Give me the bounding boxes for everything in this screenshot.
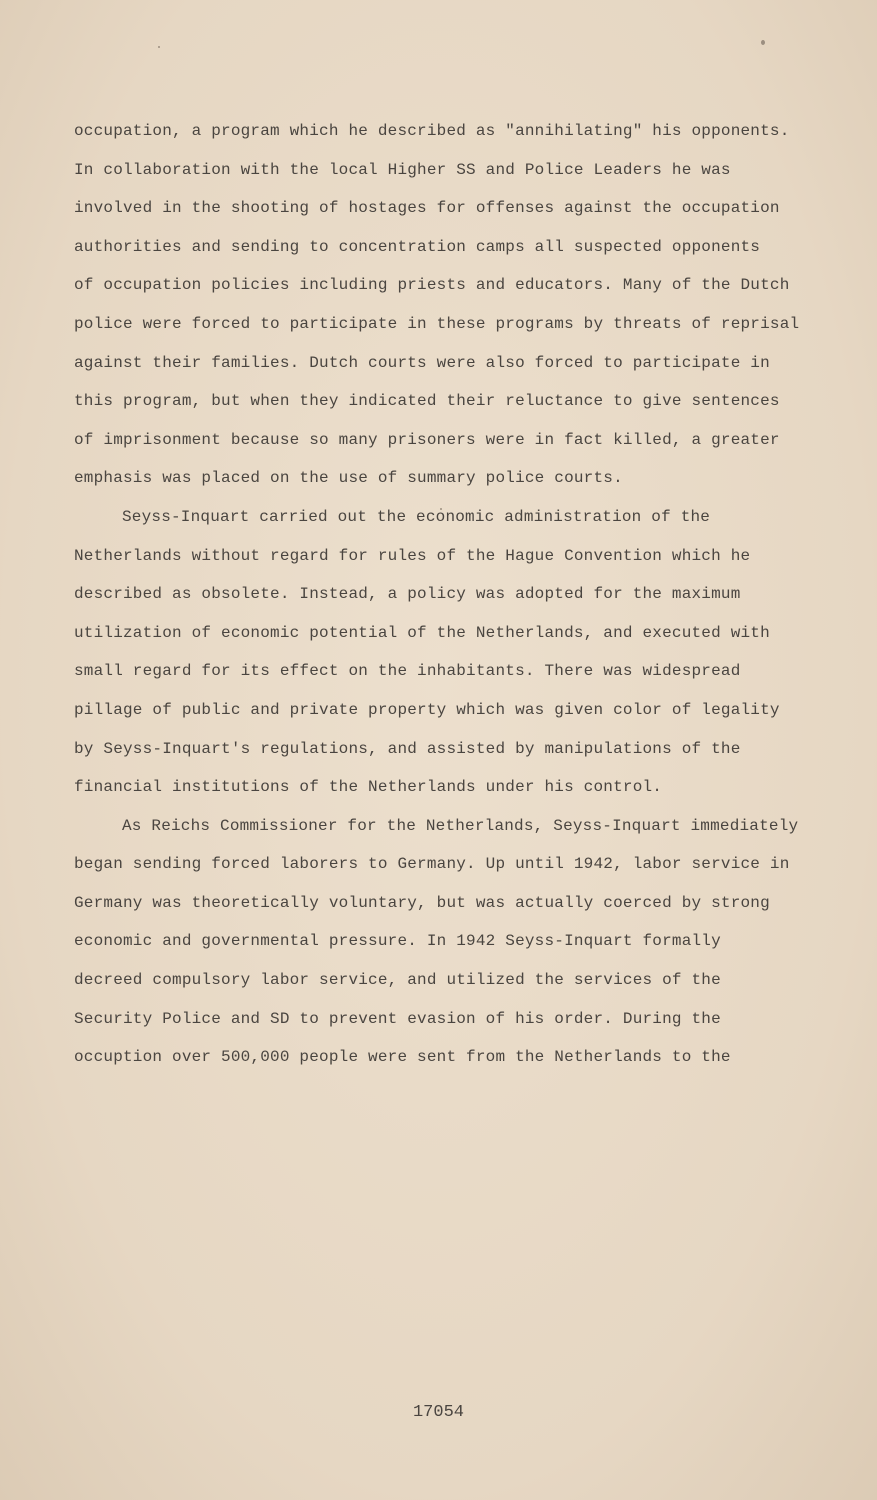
text-line: Germany was theoretically voluntary, but was actually coerced by strong bbox=[74, 893, 770, 912]
text-line: of occupation policies including priests and educators. Many of the Dutch bbox=[74, 276, 790, 295]
text-line: began sending forced laborers to Germany. Up until 1942, labor service in bbox=[74, 855, 790, 874]
text-line: involved in the shooting of hostages for offenses against the occupation bbox=[74, 199, 780, 218]
text-line: this program, but when they indicated their reluctance to give sentences bbox=[74, 392, 780, 411]
paragraph-2 bbox=[74, 502, 794, 811]
page-number: 17054 bbox=[412, 1403, 464, 1422]
text-line: small regard for its effect on the inhabitants. There was widespread bbox=[74, 662, 741, 681]
text-line: In collaboration with the local Higher SS and Police Leaders he was bbox=[74, 160, 731, 179]
text-line: financial institutions of the Netherlands under his control. bbox=[74, 778, 663, 797]
text-line: described as obsolete. Instead, a policy was adopted for the maximum bbox=[74, 585, 741, 604]
text-line: authorities and sending to concentration camps all suspected opponents bbox=[74, 237, 761, 256]
text-line: pillage of public and private property which was given color of legality bbox=[74, 700, 780, 719]
paragraph-1 bbox=[74, 116, 800, 502]
text-line: police were forced to participate in these programs by threats of reprisal bbox=[74, 314, 800, 333]
text-line: Security Police and SD to prevent evasion of his order. During the bbox=[74, 1009, 721, 1028]
text-line: utilization of economic potential of the Netherlands, and executed with bbox=[74, 623, 770, 642]
text-line: emphasis was placed on the use of summary police courts. bbox=[74, 469, 623, 488]
paper-speck bbox=[761, 40, 765, 45]
body-text bbox=[74, 116, 800, 1081]
paper-speck bbox=[158, 46, 160, 48]
paragraph-3 bbox=[74, 811, 799, 1081]
text-line: of imprisonment because so many prisoners were in fact killed, a greater bbox=[74, 430, 780, 449]
text-line: decreed compulsory labor service, and utilized the services of the bbox=[74, 971, 721, 990]
text-line: economic and governmental pressure. In 1942 Seyss-Inquart formally bbox=[74, 932, 721, 951]
text-line: against their families. Dutch courts were also forced to participate in bbox=[74, 353, 770, 372]
text-line: Seyss-Inquart carried out the economic administration of the bbox=[122, 507, 711, 526]
text-line: As Reichs Commissioner for the Netherlands, Seyss-Inquart immediately bbox=[122, 816, 799, 835]
text-line: occupation, a program which he described as "annihilating" his opponents. bbox=[74, 122, 790, 140]
text-line: Netherlands without regard for rules of the Hague Convention which he bbox=[74, 546, 751, 565]
text-line: occuption over 500,000 people were sent from the Netherlands to the bbox=[74, 1048, 731, 1067]
text-line: by Seyss-Inquart's regulations, and assisted by manipulations of the bbox=[74, 739, 741, 758]
